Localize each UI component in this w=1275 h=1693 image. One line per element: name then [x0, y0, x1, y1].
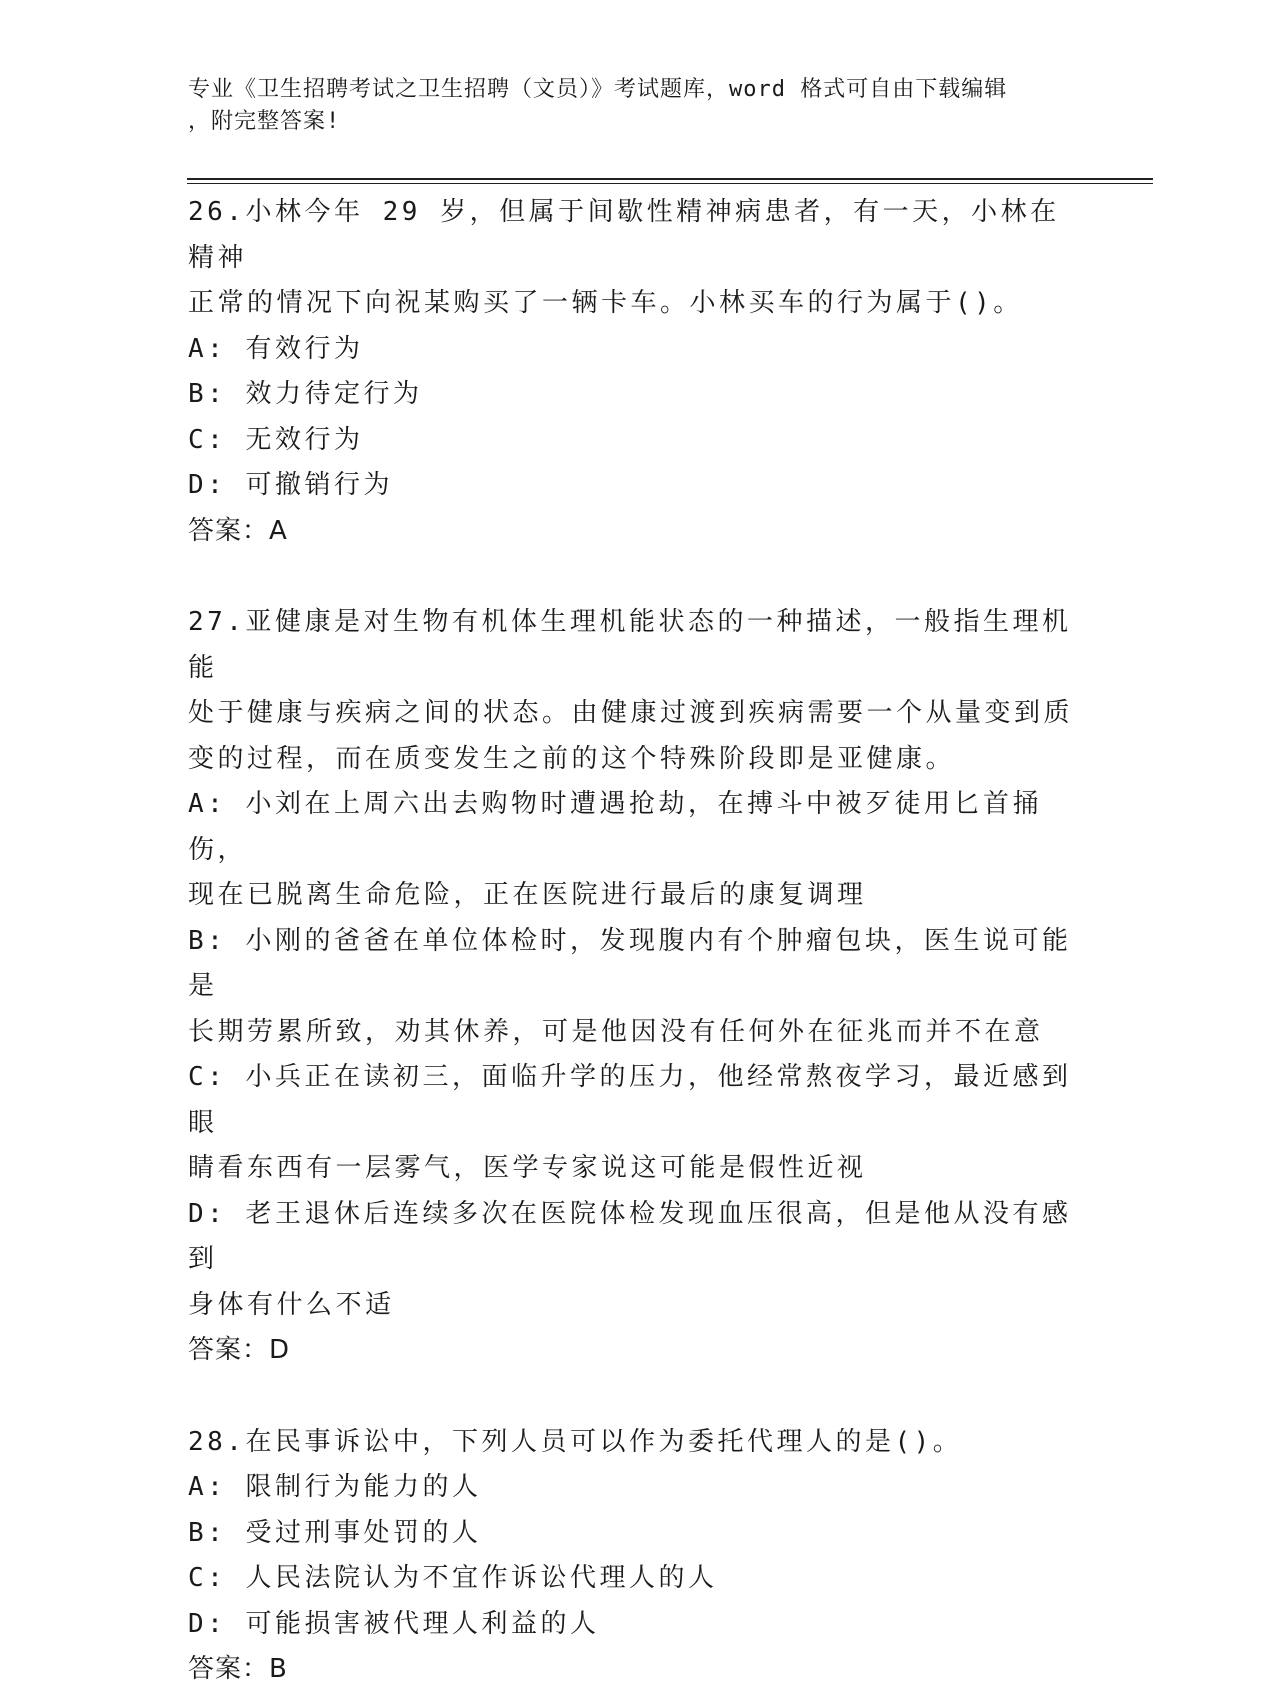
question-stem-line: 正常的情况下向祝某购买了一辆卡车。小林买车的行为属于()。 — [188, 288, 1023, 318]
question-stem-line: 26.小林今年 29 岁，但属于间歇性精神病患者，有一天，小林在精神 — [188, 197, 1060, 273]
option-b: B: 效力待定行为 — [188, 379, 423, 409]
option-a: A: 小刘在上周六出去购物时遭遇抢劫，在搏斗中被歹徒用匕首捅伤， — [188, 789, 1042, 865]
option-d: D: 可能损害被代理人利益的人 — [188, 1608, 600, 1639]
option-a: A: 有效行为 — [188, 333, 364, 364]
option-c: C: 无效行为 — [188, 424, 364, 455]
question-28 — [188, 1420, 1088, 1693]
question-stem-line: 28.在民事诉讼中，下列人员可以作为委托代理人的是()。 — [188, 1426, 963, 1457]
question-stem-line: 处于健康与疾病之间的状态。由健康过渡到疾病需要一个从量变到质 — [188, 698, 1074, 728]
answer-label: 答案：A — [188, 515, 288, 546]
question-stem-line: 27.亚健康是对生物有机体生理机能状态的一种描述，一般指生理机能 — [188, 607, 1072, 683]
option-b: B: 小刚的爸爸在单位体检时，发现腹内有个肿瘤包块，医生说可能是 — [188, 925, 1072, 1001]
header-line-2: ，附完整答案! — [188, 109, 341, 134]
answer-label: 答案：D — [188, 1335, 291, 1365]
option-a: A: 限制行为能力的人 — [188, 1472, 482, 1502]
question-27 — [188, 600, 1088, 1374]
option-c-continued: 睛看东西有一层雾气，医学专家说这可能是假性近视 — [188, 1153, 867, 1183]
option-d: D: 可撤销行为 — [188, 470, 393, 500]
option-b: B: 受过刑事处罚的人 — [188, 1517, 482, 1548]
option-c: C: 小兵正在读初三，面临升学的压力，他经常熬夜学习，最近感到眼 — [188, 1062, 1072, 1138]
option-b-continued: 长期劳累所致，劝其休养，可是他因没有任何外在征兆而并不在意 — [188, 1016, 1044, 1047]
option-d-continued: 身体有什么不适 — [188, 1289, 395, 1320]
question-stem-line: 变的过程，而在质变发生之前的这个特殊阶段即是亚健康。 — [188, 743, 956, 774]
header-line-1: 专业《卫生招聘考试之卫生招聘（文员）》考试题库，word 格式可自由下载编辑 — [188, 77, 1008, 102]
answer-label: 答案：B — [188, 1654, 288, 1684]
option-d: D: 老王退休后连续多次在医院体检发现血压很高，但是他从没有感到 — [188, 1198, 1072, 1274]
option-a-continued: 现在已脱离生命危险，正在医院进行最后的康复调理 — [188, 880, 867, 910]
header-divider-thin — [187, 183, 1153, 184]
document-header — [188, 74, 1068, 138]
question-26 — [188, 190, 1088, 554]
question-list — [188, 190, 1088, 1693]
header-divider-thick — [187, 178, 1153, 180]
option-c: C: 人民法院认为不宜作诉讼代理人的人 — [188, 1563, 718, 1593]
